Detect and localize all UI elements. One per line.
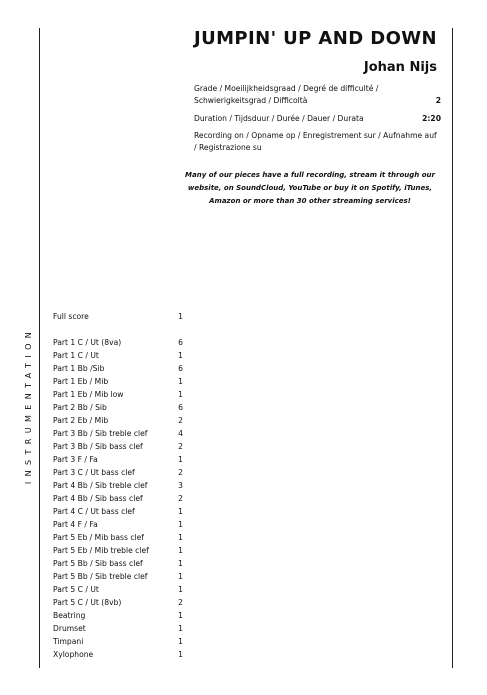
duration-info <box>194 113 441 125</box>
part-count: 1 <box>178 611 183 620</box>
part-count: 1 <box>178 585 183 594</box>
part-row <box>53 596 183 609</box>
part-count: 1 <box>178 377 183 386</box>
part-name: Part 1 Eb / Mib low <box>53 390 124 399</box>
part-count: 1 <box>178 559 183 568</box>
streaming-note: Many of our pieces have a full recording, stream it through our website, on SoundCloud, YouTube or buy it on Spotify, iTunes, Amazon or more than 30 other streaming services! <box>185 171 435 205</box>
part-count: 1 <box>178 533 183 542</box>
instrumentation-label: INSTRUMENTATION <box>24 326 34 484</box>
part-name: Part 4 Bb / Sib bass clef <box>53 494 143 503</box>
part-name: Part 5 Bb / Sib treble clef <box>53 572 148 581</box>
part-count: 1 <box>178 637 183 646</box>
part-name: Part 5 C / Ut <box>53 585 99 594</box>
part-name: Part 5 Eb / Mib treble clef <box>53 546 149 555</box>
part-row <box>53 648 183 661</box>
grade-label: Grade / Moeilijkheidsgraad / Degré de difficulté / Schwierigkeitsgrad / Difficoltà <box>194 84 379 105</box>
part-name: Part 3 Bb / Sib bass clef <box>53 442 143 451</box>
part-count: 4 <box>178 429 183 438</box>
part-name: Part 1 Bb /Sib <box>53 364 105 373</box>
part-row <box>53 531 183 544</box>
part-name: Part 2 Eb / Mib <box>53 416 109 425</box>
part-row <box>53 440 183 453</box>
part-count: 1 <box>178 624 183 633</box>
part-count: 1 <box>178 507 183 516</box>
part-row <box>53 570 183 583</box>
part-name: Part 2 Bb / Sib <box>53 403 107 412</box>
part-row <box>53 609 183 622</box>
part-name: Part 1 C / Ut <box>53 351 99 360</box>
part-name: Part 5 Eb / Mib bass clef <box>53 533 144 542</box>
left-rule <box>39 28 40 668</box>
part-row <box>53 401 183 414</box>
part-name: Part 3 Bb / Sib treble clef <box>53 429 148 438</box>
part-name: Part 4 C / Ut bass clef <box>53 507 135 516</box>
part-count: 2 <box>178 442 183 451</box>
part-row <box>53 505 183 518</box>
composer-name: Johan Nijs <box>363 60 437 75</box>
part-name: Part 3 C / Ut bass clef <box>53 468 135 477</box>
instrumentation-heading <box>22 310 36 500</box>
duration-label: Duration / Tijdsduur / Durée / Dauer / Durata <box>194 114 364 123</box>
part-row <box>53 583 183 596</box>
part-count: 1 <box>178 650 183 659</box>
part-count: 6 <box>178 403 183 412</box>
part-name: Drumset <box>53 624 86 633</box>
part-name: Part 1 Eb / Mib <box>53 377 109 386</box>
part-row <box>53 479 183 492</box>
part-row <box>53 362 183 375</box>
part-count: 1 <box>178 351 183 360</box>
part-row <box>53 388 183 401</box>
grade-value: 2 <box>435 96 441 105</box>
part-name: Full score <box>53 312 89 321</box>
recording-info <box>194 130 441 154</box>
part-count: 1 <box>178 455 183 464</box>
part-count: 2 <box>178 598 183 607</box>
recording-label: Recording on / Opname op / Enregistrement sur / Aufnahme auf / Registrazione su <box>194 131 437 152</box>
parts-list <box>53 310 183 661</box>
grade-info <box>194 83 441 107</box>
part-row <box>53 466 183 479</box>
part-row <box>53 336 183 349</box>
duration-value: 2:20 <box>422 114 441 123</box>
part-count: 6 <box>178 338 183 347</box>
part-count: 3 <box>178 481 183 490</box>
part-row <box>53 453 183 466</box>
part-row <box>53 622 183 635</box>
full-score-row <box>53 310 183 323</box>
part-count: 1 <box>178 312 183 321</box>
part-name: Timpani <box>53 637 84 646</box>
part-name: Part 5 Bb / Sib bass clef <box>53 559 143 568</box>
part-count: 1 <box>178 546 183 555</box>
part-name: Beatring <box>53 611 86 620</box>
piece-title: JUMPIN' UP AND DOWN <box>194 28 437 49</box>
part-row <box>53 635 183 648</box>
part-count: 1 <box>178 520 183 529</box>
part-name: Part 4 F / Fa <box>53 520 98 529</box>
part-name: Part 5 C / Ut (8vb) <box>53 598 122 607</box>
part-row <box>53 349 183 362</box>
part-count: 2 <box>178 468 183 477</box>
part-name: Xylophone <box>53 650 94 659</box>
part-row <box>53 375 183 388</box>
part-name: Part 3 F / Fa <box>53 455 98 464</box>
part-count: 2 <box>178 494 183 503</box>
part-count: 2 <box>178 416 183 425</box>
part-row <box>53 427 183 440</box>
part-row <box>53 544 183 557</box>
part-row <box>53 557 183 570</box>
part-count: 1 <box>178 572 183 581</box>
part-row <box>53 414 183 427</box>
part-name: Part 4 Bb / Sib treble clef <box>53 481 148 490</box>
right-rule <box>452 28 453 668</box>
part-count: 1 <box>178 390 183 399</box>
part-count: 6 <box>178 364 183 373</box>
part-row <box>53 492 183 505</box>
part-row <box>53 518 183 531</box>
part-name: Part 1 C / Ut (8va) <box>53 338 122 347</box>
